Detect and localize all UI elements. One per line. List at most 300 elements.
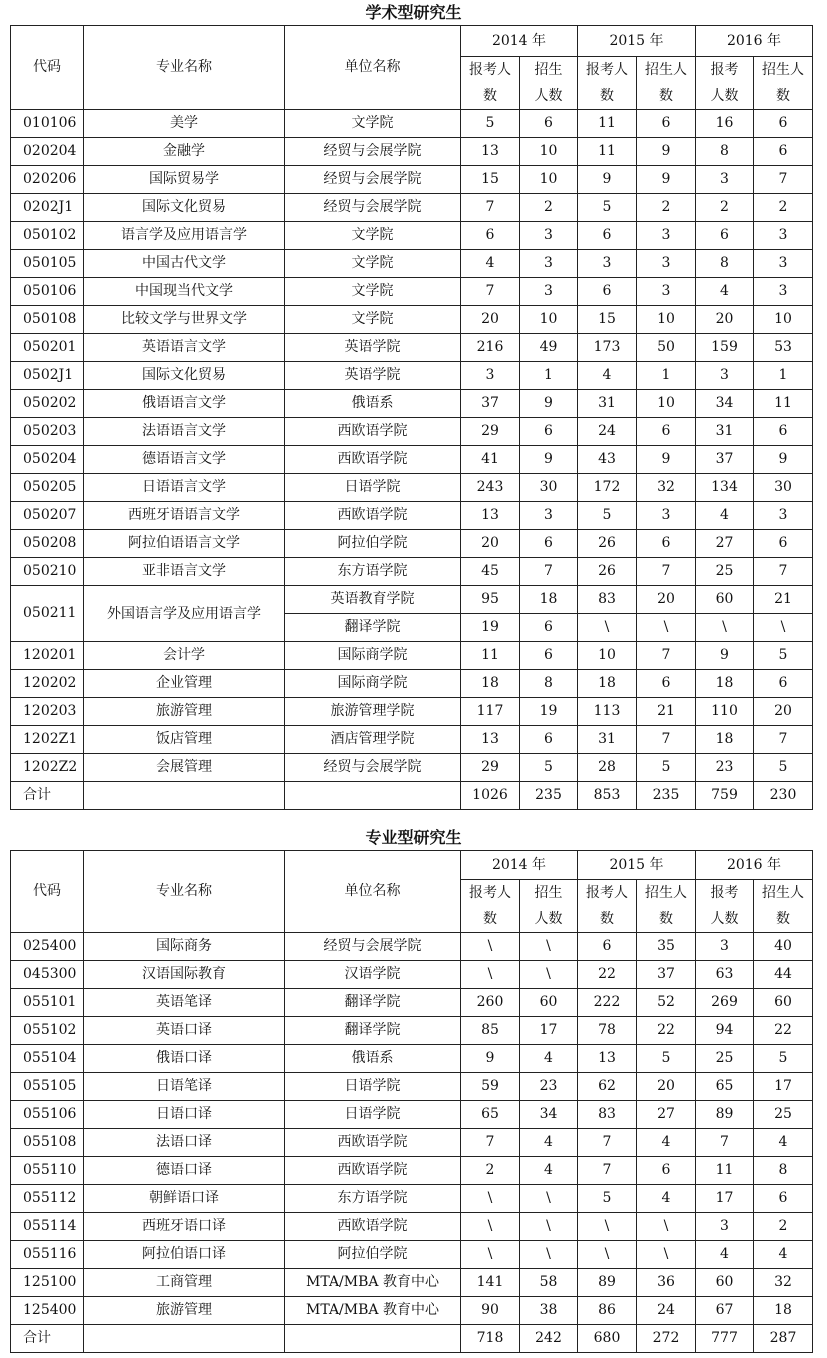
code-cell: 125100 xyxy=(11,1269,84,1297)
unit-cell: 西欧语学院 xyxy=(285,418,461,446)
major-cell: 国际商务 xyxy=(84,933,285,961)
major-cell: 德语语言文学 xyxy=(84,446,285,474)
code-cell: 1202Z1 xyxy=(11,726,84,754)
value-cell: 1 xyxy=(520,362,578,390)
code-cell: 050102 xyxy=(11,222,84,250)
value-cell: 20 xyxy=(637,1073,696,1101)
value-cell: 9 xyxy=(637,446,696,474)
value-cell: 58 xyxy=(520,1269,578,1297)
value-cell: 37 xyxy=(461,390,520,418)
value-cell: 20 xyxy=(637,586,696,614)
table-row xyxy=(11,961,813,989)
unit-cell: 国际商学院 xyxy=(285,670,461,698)
value-cell: 18 xyxy=(754,1297,813,1325)
table-row xyxy=(11,558,813,586)
value-cell: 6 xyxy=(520,642,578,670)
value-cell: 3 xyxy=(754,250,813,278)
major-cell: 英语语言文学 xyxy=(84,334,285,362)
unit-cell: 经贸与会展学院 xyxy=(285,194,461,222)
value-cell: 6 xyxy=(520,614,578,642)
value-cell: 7 xyxy=(754,726,813,754)
value-cell: 6 xyxy=(578,933,637,961)
value-cell: 86 xyxy=(578,1297,637,1325)
major-cell: 阿拉伯语口译 xyxy=(84,1241,285,1269)
unit-cell: 西欧语学院 xyxy=(285,446,461,474)
value-cell: 6 xyxy=(637,530,696,558)
code-cell: 120202 xyxy=(11,670,84,698)
header-admit: 招生人数 xyxy=(754,880,813,933)
table-row xyxy=(11,166,813,194)
value-cell: 9 xyxy=(637,166,696,194)
value-cell: 15 xyxy=(461,166,520,194)
value-cell: 31 xyxy=(578,726,637,754)
value-cell: 3 xyxy=(520,250,578,278)
value-cell: 89 xyxy=(696,1101,754,1129)
value-cell: 6 xyxy=(637,1157,696,1185)
code-cell: 055110 xyxy=(11,1157,84,1185)
value-cell: 7 xyxy=(520,558,578,586)
table-row xyxy=(11,1185,813,1213)
empty-cell xyxy=(84,782,285,810)
value-cell: \ xyxy=(520,1213,578,1241)
unit-cell: 西欧语学院 xyxy=(285,1213,461,1241)
major-cell: 俄语语言文学 xyxy=(84,390,285,418)
unit-cell: 西欧语学院 xyxy=(285,1129,461,1157)
code-cell: 050106 xyxy=(11,278,84,306)
total-label: 合计 xyxy=(11,782,84,810)
total-value: 235 xyxy=(637,782,696,810)
header-row xyxy=(11,851,813,880)
table-row xyxy=(11,1073,813,1101)
value-cell: 13 xyxy=(461,502,520,530)
code-cell: 055112 xyxy=(11,1185,84,1213)
table-row xyxy=(11,446,813,474)
unit-cell: 日语学院 xyxy=(285,1101,461,1129)
value-cell: 10 xyxy=(520,306,578,334)
header-row xyxy=(11,26,813,57)
value-cell: 27 xyxy=(696,530,754,558)
value-cell: 5 xyxy=(637,754,696,782)
value-cell: 5 xyxy=(637,1045,696,1073)
major-cell: 会展管理 xyxy=(84,754,285,782)
value-cell: 95 xyxy=(461,586,520,614)
total-value: 777 xyxy=(696,1325,754,1353)
value-cell: 3 xyxy=(520,502,578,530)
table-row xyxy=(11,1045,813,1073)
value-cell: 3 xyxy=(461,362,520,390)
value-cell: 113 xyxy=(578,698,637,726)
total-row xyxy=(11,1325,813,1353)
value-cell: 2 xyxy=(754,194,813,222)
value-cell: 10 xyxy=(637,390,696,418)
code-cell: 125400 xyxy=(11,1297,84,1325)
value-cell: 5 xyxy=(754,642,813,670)
value-cell: 7 xyxy=(461,1129,520,1157)
value-cell: 13 xyxy=(578,1045,637,1073)
value-cell: \ xyxy=(637,1213,696,1241)
value-cell: 172 xyxy=(578,474,637,502)
table-row xyxy=(11,1157,813,1185)
value-cell: 11 xyxy=(696,1157,754,1185)
unit-cell: 俄语系 xyxy=(285,390,461,418)
value-cell: 6 xyxy=(754,110,813,138)
unit-cell: 文学院 xyxy=(285,250,461,278)
code-cell: 055116 xyxy=(11,1241,84,1269)
value-cell: 52 xyxy=(637,989,696,1017)
total-row xyxy=(11,782,813,810)
header-unit: 单位名称 xyxy=(285,851,461,933)
value-cell: 2 xyxy=(520,194,578,222)
value-cell: 117 xyxy=(461,698,520,726)
table-row xyxy=(11,1101,813,1129)
value-cell: \ xyxy=(696,614,754,642)
value-cell: 134 xyxy=(696,474,754,502)
value-cell: 2 xyxy=(461,1157,520,1185)
value-cell: 37 xyxy=(696,446,754,474)
value-cell: 22 xyxy=(637,1017,696,1045)
value-cell: 6 xyxy=(637,110,696,138)
unit-cell: 酒店管理学院 xyxy=(285,726,461,754)
code-cell: 050105 xyxy=(11,250,84,278)
table-row xyxy=(11,1297,813,1325)
unit-cell: 国际商学院 xyxy=(285,642,461,670)
header-admit: 招生人数 xyxy=(520,880,578,933)
value-cell: 17 xyxy=(520,1017,578,1045)
value-cell: 4 xyxy=(578,362,637,390)
value-cell: \ xyxy=(461,933,520,961)
unit-cell: 东方语学院 xyxy=(285,558,461,586)
value-cell: 20 xyxy=(461,530,520,558)
value-cell: 89 xyxy=(578,1269,637,1297)
value-cell: 5 xyxy=(754,754,813,782)
major-cell: 日语口译 xyxy=(84,1101,285,1129)
value-cell: 3 xyxy=(696,362,754,390)
value-cell: 3 xyxy=(520,222,578,250)
code-cell: 050208 xyxy=(11,530,84,558)
major-cell: 国际文化贸易 xyxy=(84,194,285,222)
table-row xyxy=(11,642,813,670)
header-apply: 报考人数 xyxy=(696,880,754,933)
unit-cell: 经贸与会展学院 xyxy=(285,166,461,194)
value-cell: 27 xyxy=(637,1101,696,1129)
value-cell: 5 xyxy=(461,110,520,138)
value-cell: 13 xyxy=(461,726,520,754)
table-row xyxy=(11,989,813,1017)
value-cell: \ xyxy=(461,961,520,989)
value-cell: 26 xyxy=(578,530,637,558)
code-cell: 055101 xyxy=(11,989,84,1017)
table-row xyxy=(11,1017,813,1045)
unit-cell: 文学院 xyxy=(285,278,461,306)
table-row xyxy=(11,1269,813,1297)
value-cell: \ xyxy=(520,1185,578,1213)
value-cell: 23 xyxy=(520,1073,578,1101)
value-cell: 25 xyxy=(754,1101,813,1129)
value-cell: 65 xyxy=(696,1073,754,1101)
value-cell: 32 xyxy=(754,1269,813,1297)
value-cell: 222 xyxy=(578,989,637,1017)
value-cell: 30 xyxy=(754,474,813,502)
major-cell: 金融学 xyxy=(84,138,285,166)
major-cell: 亚非语言文学 xyxy=(84,558,285,586)
value-cell: 3 xyxy=(637,222,696,250)
value-cell: 30 xyxy=(520,474,578,502)
code-cell: 055114 xyxy=(11,1213,84,1241)
value-cell: \ xyxy=(520,933,578,961)
value-cell: 60 xyxy=(754,989,813,1017)
value-cell: 78 xyxy=(578,1017,637,1045)
value-cell: 63 xyxy=(696,961,754,989)
value-cell: 3 xyxy=(754,278,813,306)
value-cell: 23 xyxy=(696,754,754,782)
value-cell: 9 xyxy=(696,642,754,670)
value-cell: 24 xyxy=(578,418,637,446)
value-cell: 4 xyxy=(696,502,754,530)
major-cell: 日语笔译 xyxy=(84,1073,285,1101)
value-cell: 11 xyxy=(754,390,813,418)
value-cell: \ xyxy=(461,1213,520,1241)
value-cell: 6 xyxy=(578,222,637,250)
value-cell: 6 xyxy=(754,530,813,558)
value-cell: 9 xyxy=(520,446,578,474)
value-cell: 6 xyxy=(637,670,696,698)
unit-cell: 英语学院 xyxy=(285,362,461,390)
value-cell: 65 xyxy=(461,1101,520,1129)
value-cell: 20 xyxy=(754,698,813,726)
header-code: 代码 xyxy=(11,851,84,933)
total-value: 680 xyxy=(578,1325,637,1353)
code-cell: 055104 xyxy=(11,1045,84,1073)
total-value: 759 xyxy=(696,782,754,810)
value-cell: 37 xyxy=(637,961,696,989)
code-cell: 050201 xyxy=(11,334,84,362)
value-cell: 83 xyxy=(578,586,637,614)
value-cell: 269 xyxy=(696,989,754,1017)
major-cell: 外国语言学及应用语言学 xyxy=(84,586,285,642)
header-admit: 招生人数 xyxy=(754,57,813,110)
value-cell: \ xyxy=(637,1241,696,1269)
total-value: 242 xyxy=(520,1325,578,1353)
value-cell: \ xyxy=(461,1185,520,1213)
unit-cell: MTA/MBA 教育中心 xyxy=(285,1297,461,1325)
value-cell: 6 xyxy=(461,222,520,250)
table-row xyxy=(11,474,813,502)
value-cell: 110 xyxy=(696,698,754,726)
value-cell: 8 xyxy=(696,250,754,278)
value-cell: \ xyxy=(520,961,578,989)
value-cell: 11 xyxy=(461,642,520,670)
value-cell: 10 xyxy=(520,166,578,194)
value-cell: 18 xyxy=(696,726,754,754)
table-row xyxy=(11,390,813,418)
value-cell: 59 xyxy=(461,1073,520,1101)
value-cell: 45 xyxy=(461,558,520,586)
value-cell: 2 xyxy=(637,194,696,222)
value-cell: 10 xyxy=(520,138,578,166)
code-cell: 020204 xyxy=(11,138,84,166)
value-cell: 40 xyxy=(754,933,813,961)
value-cell: 6 xyxy=(754,418,813,446)
value-cell: 4 xyxy=(696,1241,754,1269)
value-cell: 7 xyxy=(696,1129,754,1157)
value-cell: 8 xyxy=(696,138,754,166)
major-cell: 法语口译 xyxy=(84,1129,285,1157)
value-cell: 9 xyxy=(578,166,637,194)
major-cell: 日语语言文学 xyxy=(84,474,285,502)
value-cell: 18 xyxy=(696,670,754,698)
unit-cell: 文学院 xyxy=(285,110,461,138)
value-cell: 13 xyxy=(461,138,520,166)
table-row xyxy=(11,698,813,726)
value-cell: 6 xyxy=(578,278,637,306)
unit-cell: 阿拉伯学院 xyxy=(285,1241,461,1269)
unit-cell: 文学院 xyxy=(285,306,461,334)
header-apply: 报考人数 xyxy=(461,57,520,110)
value-cell: 141 xyxy=(461,1269,520,1297)
unit-cell: 俄语系 xyxy=(285,1045,461,1073)
value-cell: 4 xyxy=(461,250,520,278)
code-cell: 055102 xyxy=(11,1017,84,1045)
empty-cell xyxy=(285,1325,461,1353)
code-cell: 120203 xyxy=(11,698,84,726)
code-cell: 055105 xyxy=(11,1073,84,1101)
code-cell: 025400 xyxy=(11,933,84,961)
value-cell: 6 xyxy=(520,726,578,754)
code-cell: 050108 xyxy=(11,306,84,334)
major-cell: 会计学 xyxy=(84,642,285,670)
table-row xyxy=(11,1213,813,1241)
unit-cell: 英语学院 xyxy=(285,334,461,362)
value-cell: 5 xyxy=(578,194,637,222)
value-cell: 4 xyxy=(520,1129,578,1157)
unit-cell: 汉语学院 xyxy=(285,961,461,989)
unit-cell: 经贸与会展学院 xyxy=(285,138,461,166)
table-row xyxy=(11,530,813,558)
table-row xyxy=(11,278,813,306)
value-cell: 9 xyxy=(637,138,696,166)
academic-table xyxy=(10,25,813,810)
value-cell: 7 xyxy=(461,194,520,222)
value-cell: 32 xyxy=(637,474,696,502)
empty-cell xyxy=(285,782,461,810)
unit-cell: 东方语学院 xyxy=(285,1185,461,1213)
value-cell: 2 xyxy=(754,1213,813,1241)
unit-cell: 西欧语学院 xyxy=(285,502,461,530)
value-cell: 216 xyxy=(461,334,520,362)
total-label: 合计 xyxy=(11,1325,84,1353)
value-cell: 7 xyxy=(754,166,813,194)
unit-cell: 经贸与会展学院 xyxy=(285,933,461,961)
value-cell: 3 xyxy=(637,502,696,530)
value-cell: 3 xyxy=(520,278,578,306)
unit-cell: 英语教育学院 xyxy=(285,586,461,614)
value-cell: 21 xyxy=(754,586,813,614)
unit-cell: 翻译学院 xyxy=(285,1017,461,1045)
value-cell: 6 xyxy=(520,418,578,446)
major-cell: 西班牙语语言文学 xyxy=(84,502,285,530)
major-cell: 美学 xyxy=(84,110,285,138)
unit-cell: 旅游管理学院 xyxy=(285,698,461,726)
value-cell: 50 xyxy=(637,334,696,362)
value-cell: 18 xyxy=(520,586,578,614)
table-row xyxy=(11,586,813,614)
value-cell: \ xyxy=(461,1241,520,1269)
value-cell: 7 xyxy=(637,642,696,670)
header-apply: 报考人数 xyxy=(578,57,637,110)
major-cell: 语言学及应用语言学 xyxy=(84,222,285,250)
value-cell: 62 xyxy=(578,1073,637,1101)
value-cell: 7 xyxy=(461,278,520,306)
total-value: 235 xyxy=(520,782,578,810)
value-cell: 10 xyxy=(754,306,813,334)
unit-cell: MTA/MBA 教育中心 xyxy=(285,1269,461,1297)
major-cell: 企业管理 xyxy=(84,670,285,698)
major-cell: 旅游管理 xyxy=(84,698,285,726)
major-cell: 工商管理 xyxy=(84,1269,285,1297)
value-cell: 3 xyxy=(696,166,754,194)
unit-cell: 翻译学院 xyxy=(285,614,461,642)
table-row xyxy=(11,334,813,362)
value-cell: 60 xyxy=(696,1269,754,1297)
value-cell: \ xyxy=(578,614,637,642)
value-cell: 8 xyxy=(754,1157,813,1185)
value-cell: 19 xyxy=(520,698,578,726)
code-cell: 120201 xyxy=(11,642,84,670)
header-year: 2016 年 xyxy=(696,851,813,880)
value-cell: 6 xyxy=(637,418,696,446)
value-cell: \ xyxy=(637,614,696,642)
code-cell: 045300 xyxy=(11,961,84,989)
value-cell: 3 xyxy=(578,250,637,278)
header-code: 代码 xyxy=(11,26,84,110)
value-cell: \ xyxy=(578,1241,637,1269)
value-cell: 49 xyxy=(520,334,578,362)
code-cell: 050204 xyxy=(11,446,84,474)
value-cell: 3 xyxy=(696,933,754,961)
code-cell: 0202J1 xyxy=(11,194,84,222)
value-cell: 28 xyxy=(578,754,637,782)
table-row xyxy=(11,418,813,446)
value-cell: 9 xyxy=(754,446,813,474)
value-cell: 4 xyxy=(637,1129,696,1157)
value-cell: 7 xyxy=(754,558,813,586)
empty-cell xyxy=(84,1325,285,1353)
value-cell: \ xyxy=(520,1241,578,1269)
value-cell: 5 xyxy=(754,1045,813,1073)
code-cell: 020206 xyxy=(11,166,84,194)
value-cell: 11 xyxy=(578,110,637,138)
value-cell: 1 xyxy=(754,362,813,390)
value-cell: 83 xyxy=(578,1101,637,1129)
value-cell: 44 xyxy=(754,961,813,989)
code-cell: 050210 xyxy=(11,558,84,586)
value-cell: 38 xyxy=(520,1297,578,1325)
value-cell: 3 xyxy=(637,250,696,278)
unit-cell: 文学院 xyxy=(285,222,461,250)
header-year: 2016 年 xyxy=(696,26,813,57)
value-cell: 85 xyxy=(461,1017,520,1045)
major-cell: 英语笔译 xyxy=(84,989,285,1017)
value-cell: 7 xyxy=(578,1157,637,1185)
header-admit: 招生人数 xyxy=(637,57,696,110)
total-value: 718 xyxy=(461,1325,520,1353)
code-cell: 050211 xyxy=(11,586,84,642)
code-cell: 050202 xyxy=(11,390,84,418)
major-cell: 国际贸易学 xyxy=(84,166,285,194)
value-cell: 6 xyxy=(520,110,578,138)
value-cell: 3 xyxy=(696,1213,754,1241)
unit-cell: 日语学院 xyxy=(285,474,461,502)
